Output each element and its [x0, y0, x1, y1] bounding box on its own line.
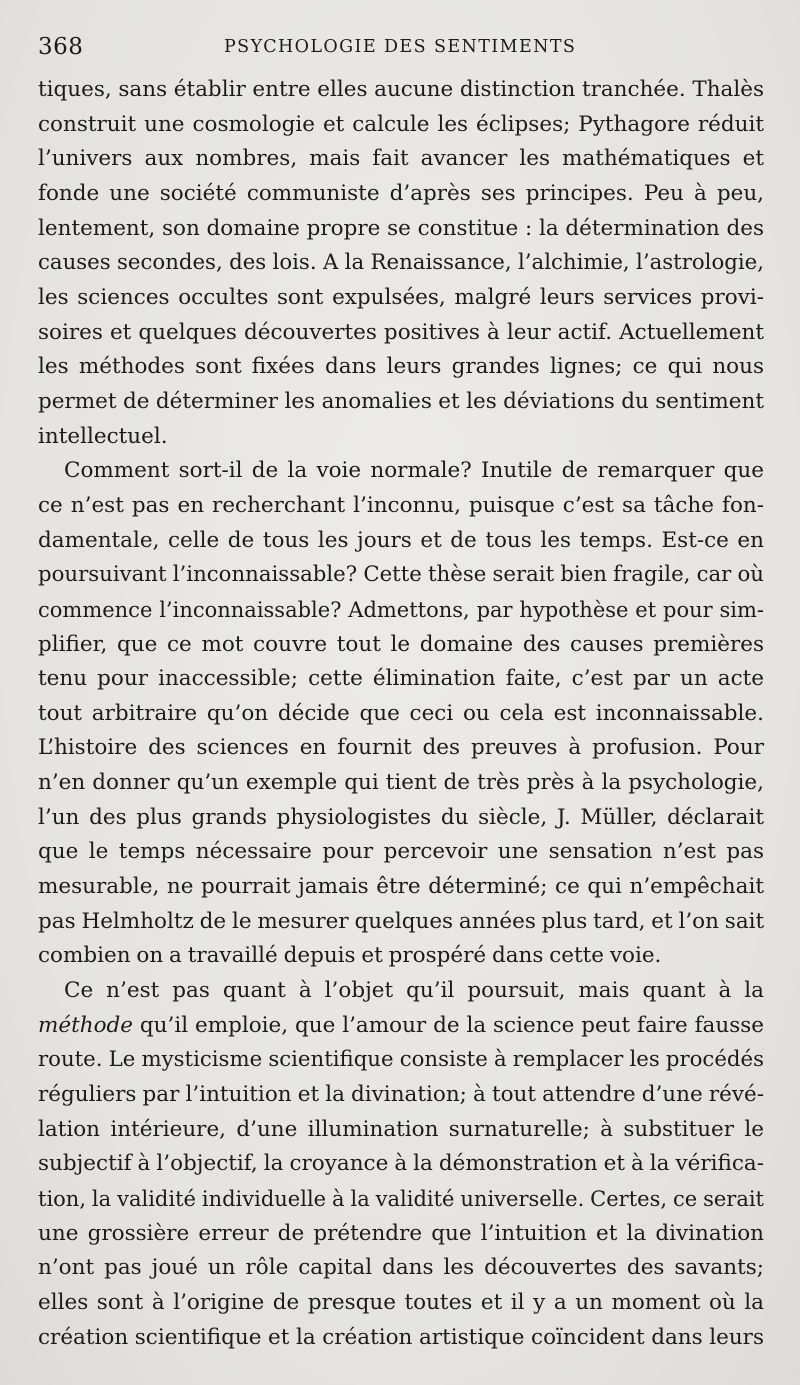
text-line: n’en donner qu’un exemple qui tient de très près à la psychologie, — [38, 770, 764, 796]
text-line: mesurable, ne pourrait jamais être déterminé; ce qui n’empêchait — [38, 874, 764, 900]
text-line: commence l’inconnaissable? Admettons, par hypothèse et pour sim- — [38, 597, 764, 622]
text-line: n’ont pas joué un rôle capital dans les découvertes des savants; — [38, 1255, 764, 1281]
text-line: route. Le mysticisme scientifique consiste à remplacer les procédés — [38, 1047, 764, 1073]
text-line: combien on a travaillé depuis et prospéré dans cette voie. — [38, 943, 662, 969]
text-line: soires et quelques découvertes positives à leur actif. Actuellement — [38, 319, 764, 345]
text-line: L’histoire des sciences en fournit des preuves à profusion. Pour — [38, 735, 764, 761]
body-text — [38, 73, 764, 1355]
paragraph-start-line: Comment sort-il de la voie normale? Inutile de remarquer que — [64, 458, 764, 484]
text-line: causes secondes, des lois. A la Renaissance, l’alchimie, l’astrologie, — [38, 250, 764, 276]
text-line: damentale, celle de tous les jours et de tous les temps. Est-ce en — [38, 527, 764, 553]
text-line: tout arbitraire qu’on décide que ceci ou cela est inconnaissable. — [38, 700, 764, 726]
italic-word: méthode — [38, 1012, 134, 1038]
text-line: permet de déterminer les anomalies et les déviations du sentiment — [38, 388, 764, 414]
text-line: lentement, son domaine propre se constitue : la détermination des — [38, 215, 764, 241]
text-line: subjectif à l’objectif, la croyance à la démonstration et à la vérifica- — [38, 1151, 764, 1177]
text-line: pas Helmholtz de le mesurer quelques années plus tard, et l’on sait — [38, 908, 765, 934]
text-line: création scientifique et la création artistique coïncident dans leurs — [38, 1324, 764, 1350]
text-line: une grossière erreur de prétendre que l’intuition et la divination — [38, 1220, 764, 1246]
text-line: l’un des plus grands physiologistes du siècle, J. Müller, déclarait — [38, 804, 764, 830]
text-line: fonde une société communiste d’après ses principes. Peu à peu, — [38, 180, 764, 206]
text-line: construit une cosmologie et calcule les éclipses; Pythagore réduit — [38, 111, 764, 137]
paragraph-start-line: Ce n’est pas quant à l’objet qu’il poursuit, mais quant à la — [64, 978, 764, 1004]
text-line: réguliers par l’intuition et la divination; à tout attendre d’une révé- — [38, 1082, 764, 1108]
text-line: elles sont à l’origine de presque toutes et il y a un moment où la — [38, 1289, 764, 1315]
text-line: l’univers aux nombres, mais fait avancer les mathématiques et — [38, 146, 764, 172]
text-line: que le temps nécessaire pour percevoir une sensation n’est pas — [38, 839, 764, 865]
text-line: méthode qu’il emploie, que l’amour de la science peut faire fausse — [38, 1012, 764, 1038]
running-title: PSYCHOLOGIE DES SENTIMENTS — [224, 37, 577, 57]
text-line: plifier, que ce mot couvre tout le domaine des causes premières — [38, 631, 764, 657]
page-header — [38, 34, 762, 64]
text-line: poursuivant l’inconnaissable? Cette thèse serait bien fragile, car où — [38, 562, 764, 588]
text-line: tion, la validité individuelle à la validité universelle. Certes, ce serait — [38, 1187, 764, 1211]
text-line: tiques, sans établir entre elles aucune distinction tranchée. Thalès — [38, 77, 764, 102]
text-line: tenu pour inaccessible; cette élimination faite, c’est par un acte — [38, 666, 764, 692]
text-line: intellectuel. — [38, 423, 168, 449]
text-line: ce n’est pas en recherchant l’inconnu, puisque c’est sa tâche fon- — [38, 492, 764, 518]
page-number: 368 — [38, 34, 84, 60]
text-line: les méthodes sont fixées dans leurs grandes lignes; ce qui nous — [38, 354, 764, 380]
text-line: lation intérieure, d’une illumination surnaturelle; à substituer le — [38, 1116, 764, 1142]
text-line: les sciences occultes sont expulsées, malgré leurs services provi- — [38, 284, 764, 310]
